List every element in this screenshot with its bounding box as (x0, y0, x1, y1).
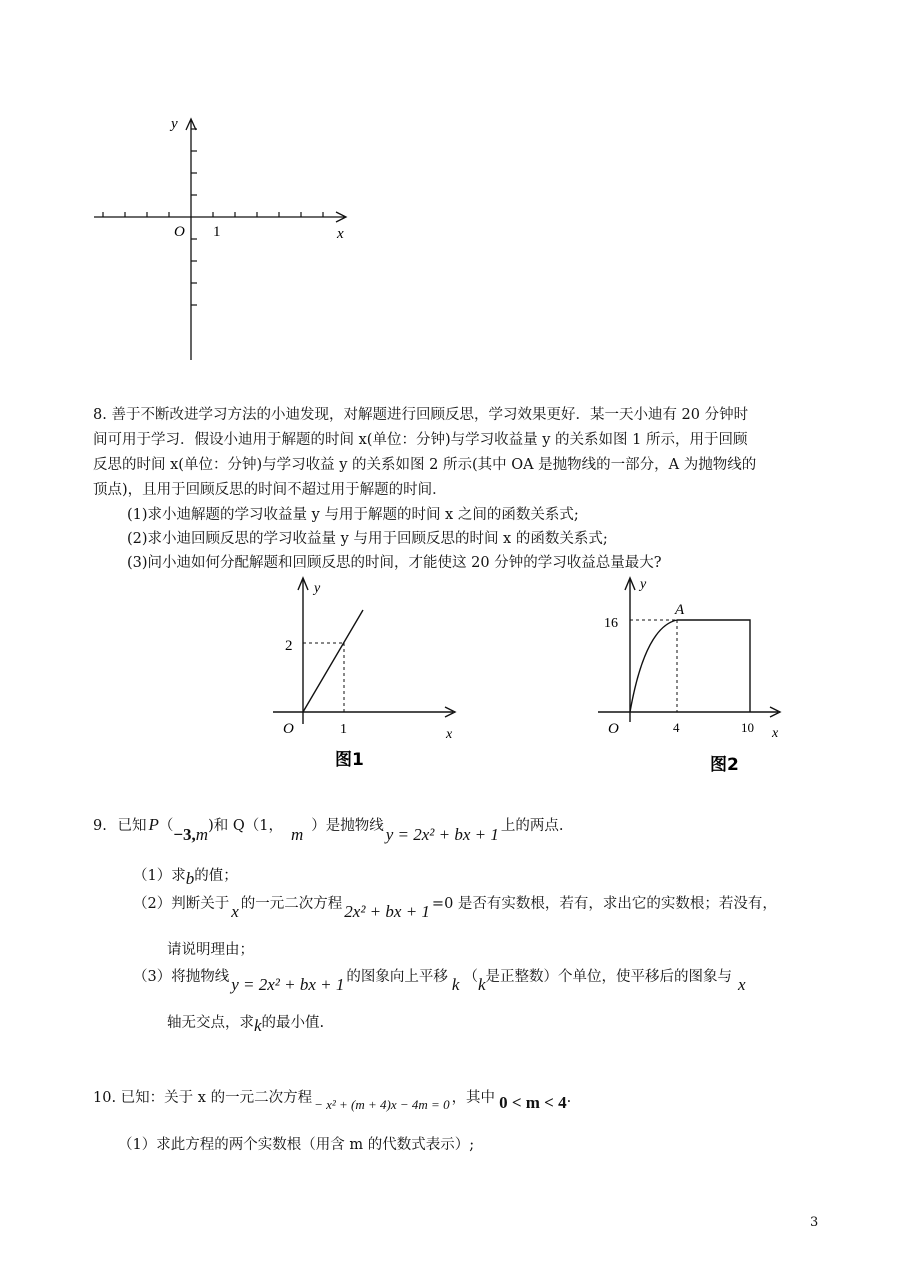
q9-equation-3: y = 2x² + bx + 1 (231, 975, 345, 994)
q9-point-p: P (148, 815, 159, 834)
q9-p-coord: −3, (173, 825, 196, 844)
page-number: 3 (810, 1215, 819, 1230)
figure-1 (265, 572, 465, 772)
fig2-point-a: A (675, 602, 685, 618)
q9-equation-2: 2x² + bx + 1 (344, 902, 430, 921)
q10-line-1 (93, 1087, 572, 1112)
q9-text-2: )和 Q（1， (208, 818, 283, 834)
q9-sub-2-cont: 请说明理由； (167, 942, 254, 958)
fig1-origin: O (283, 721, 294, 737)
q8-line-4: 顶点)，且用于回顾反思的时间不超过用于解题的时间． (93, 482, 447, 498)
fig2-x-tick-4: 4 (673, 720, 680, 735)
fig1-caption: 图1 (335, 750, 364, 770)
q8-line-2: 间可用于学习．假设小迪用于解题的时间 x(单位：分钟)与学习收益量 y 的关系如图 1 所示，用于回顾 (93, 432, 748, 448)
q9-s3d: 是正整数）个单位，使平移后的图象与 (485, 969, 732, 985)
fig1-x-label: x (446, 727, 453, 742)
q10-sub-1: （1）求此方程的两个实数根（用含 m 的代数式表示）; (118, 1137, 475, 1153)
q8-sub-3: (3)问小迪如何分配解题和回顾反思的时间，才能使这 20 分钟的学习收益总量最大? (127, 555, 662, 571)
q9-sub-3-cont (167, 1012, 324, 1033)
q9-s1b: 的值； (194, 868, 238, 884)
q9-k-3: k (254, 1016, 262, 1035)
top-y-label: y (171, 116, 178, 132)
q9-sub-2 (133, 893, 777, 921)
q9-line-1 (93, 815, 564, 844)
q10-text-2: ，其中 (451, 1090, 496, 1106)
fig1-x-tick: 1 (340, 722, 347, 737)
q10-text-3: . (566, 1090, 572, 1106)
q9-paren: （ (158, 818, 174, 834)
fig2-y-label: y (640, 577, 647, 592)
q9-x-2: x (737, 975, 746, 994)
q9-equation: y = 2x² + bx + 1 (385, 825, 499, 844)
top-one-label: 1 (213, 224, 221, 240)
q9-x: x (231, 902, 239, 921)
q9-sub-3 (133, 966, 746, 994)
top-origin-label: O (174, 224, 185, 240)
q9-s2c: =0 是否有实数根，若有，求出它的实数根；若没有， (431, 896, 777, 912)
q9-k-2: k (477, 975, 486, 994)
q9-s3f: 的最小值. (261, 1015, 325, 1031)
fig2-origin: O (608, 721, 619, 737)
q9-s3e: 轴无交点，求 (167, 1015, 254, 1031)
q10-text-1: 10. 已知：关于 x 的一元二次方程 (93, 1090, 313, 1106)
q9-m-2: m (290, 825, 304, 844)
q9-k: k (451, 975, 460, 994)
q9-s3c: （ (463, 969, 478, 985)
q9-text-4: 上的两点. (500, 818, 564, 834)
fig2-y-tick: 16 (604, 616, 618, 631)
q10-equation: − x² + (m + 4)x − 4m = 0 (314, 1097, 450, 1112)
fig2-caption: 图2 (710, 755, 739, 775)
q8-line-1: 8. 善于不断改进学习方法的小迪发现，对解题进行回顾反思，学习效果更好．某一天小迪有 20 分钟时 (93, 407, 749, 423)
q8-sub-2: (2)求小迪回顾反思的学习收益量 y 与用于回顾反思的时间 x 的函数关系式; (127, 531, 608, 547)
q9-sub-1 (133, 865, 238, 886)
fig2-x-tick-10: 10 (741, 720, 754, 735)
top-x-label: x (337, 226, 344, 242)
q8-line-3: 反思的时间 x(单位：分钟)与学习收益 y 的关系如图 2 所示(其中 OA 是抛物线的一部分，A 为抛物线的 (93, 457, 757, 473)
q9-text-1: 已知 (117, 818, 147, 834)
fig2-x-label: x (772, 726, 779, 741)
fig1-y-tick: 2 (285, 638, 293, 654)
q9-s2a: （2）判断关于 (133, 896, 230, 912)
q9-s2b: 的一元二次方程 (240, 896, 343, 912)
top-coordinate-figure (90, 110, 360, 372)
q9-m: m (195, 825, 209, 844)
q9-b: b (185, 869, 195, 888)
q8-sub-1: (1)求小迪解题的学习收益量 y 与用于解题的时间 x 之间的函数关系式; (127, 507, 579, 523)
q9-s3a: （3）将抛物线 (133, 969, 230, 985)
q9-s3b: 的图象向上平移 (346, 969, 448, 985)
fig1-line (303, 610, 363, 712)
q10-condition: 0 < m < 4 (499, 1093, 567, 1112)
fig1-y-label: y (314, 581, 321, 596)
fig2-parabola (630, 620, 677, 712)
q9-number: 9. (93, 818, 107, 834)
q9-text-3: ）是抛物线 (311, 818, 384, 834)
figure-2 (592, 572, 802, 777)
fig2-box (677, 620, 750, 712)
q9-s1a: （1）求 (133, 868, 186, 884)
